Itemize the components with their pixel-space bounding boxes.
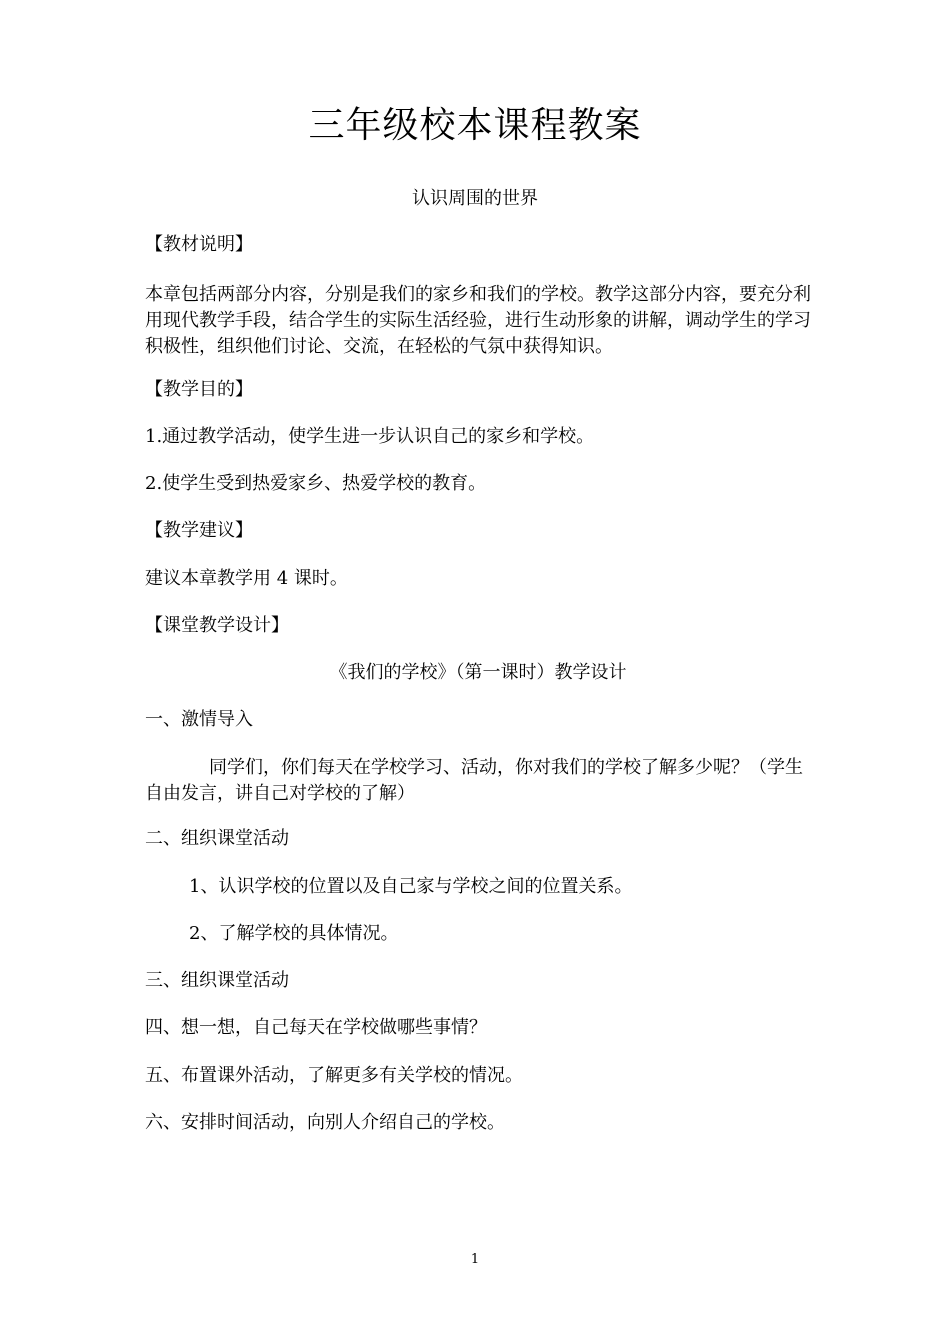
advice-text: 建议本章教学用 4 课时。 [145,568,348,589]
goal-item-1: 1.通过教学活动，使学生进一步认识自己的家乡和学校。 [145,426,595,447]
step-2-item-2: 2、了解学校的具体情况。 [189,923,399,944]
goal-item-2: 2.使学生受到热爱家乡、热爱学校的教育。 [145,473,487,494]
design-heading: 【课堂教学设计】 [145,615,289,636]
page-number: 1 [470,1252,480,1267]
goals-heading: 【教学目的】 [145,379,253,400]
step-6-heading: 六、安排时间活动，向别人介绍自己的学校。 [145,1112,505,1133]
document-title: 三年级校本课程教案 [308,105,642,146]
design-title: 《我们的学校》（第一课时）教学设计 [329,662,627,683]
materials-paragraph: 本章包括两部分内容，分别是我们的家乡和我们的学校。教学这部分内容，要充分利用现代教学手段，结合学生的实际生活经验，进行生动形象的讲解，调动学生的学习积极性，组织他们讨论、交流，在轻松的气氛中获得知识。 [145,284,811,357]
step-1-paragraph: 同学们，你们每天在学校学习、活动，你对我们的学校了解多少呢？（学生自由发言，讲自己对学校的了解） [145,757,803,804]
advice-heading: 【教学建议】 [145,520,253,541]
step-1-heading: 一、激情导入 [145,709,253,730]
step-4-heading: 四、想一想，自己每天在学校做哪些事情？ [145,1017,487,1038]
step-2-item-1: 1、认识学校的位置以及自己家与学校之间的位置关系。 [189,876,633,897]
step-5-heading: 五、布置课外活动，了解更多有关学校的情况。 [145,1065,523,1086]
document-subtitle: 认识周围的世界 [412,188,538,209]
step-3-heading: 三、组织课堂活动 [145,970,289,991]
materials-heading: 【教材说明】 [145,234,253,255]
step-2-heading: 二、组织课堂活动 [145,828,289,849]
